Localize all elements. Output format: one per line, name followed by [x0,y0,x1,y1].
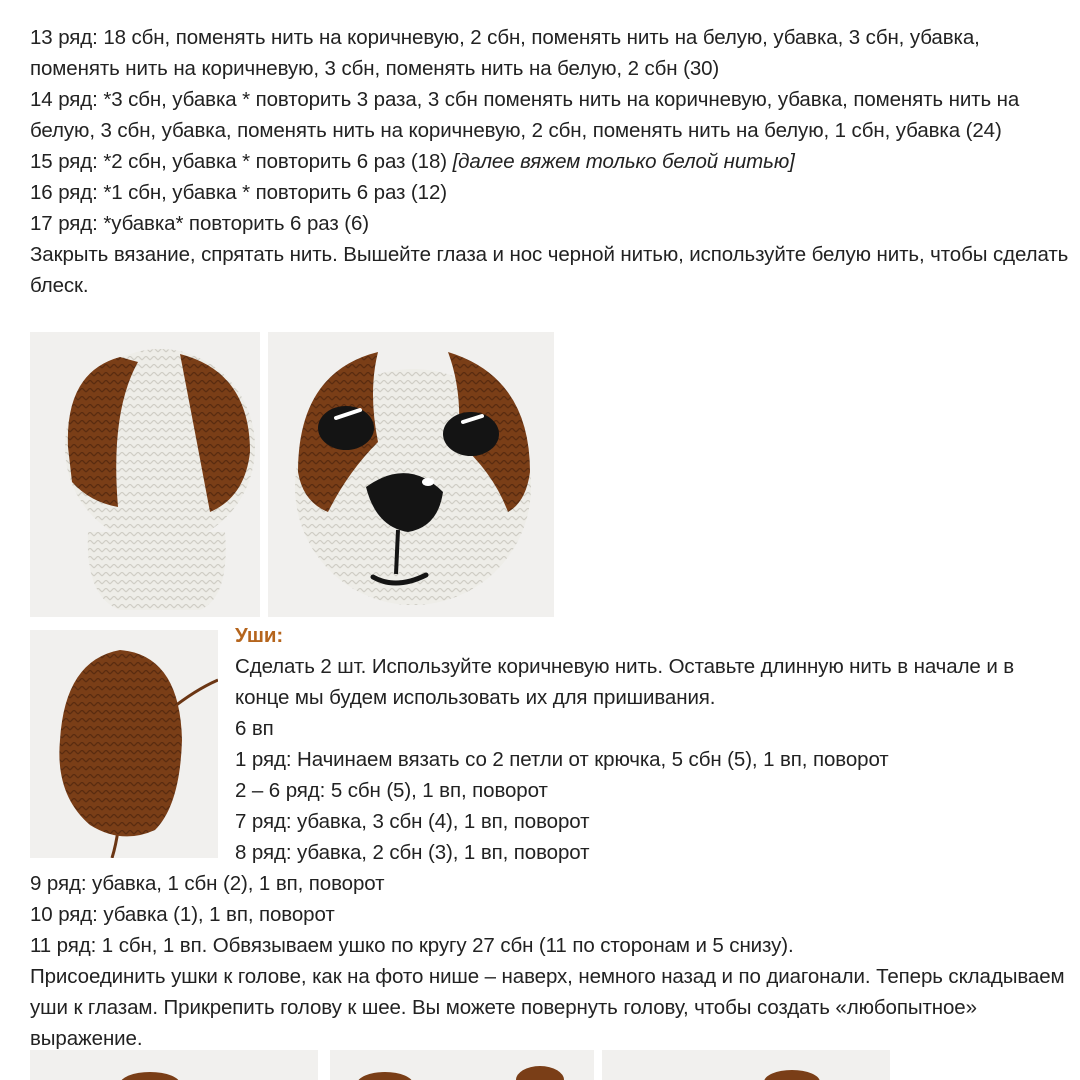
ears-instructions-continued [30,868,1070,1054]
finish-text: Закрыть вязание, спрятать нить. Вышейте глаза и нос черной нитью, используйте белую нить, чтобы сделать блеск. [30,243,1069,297]
ears-row-1: 1 ряд: Начинаем вязать со 2 петли от крючка, 5 сбн (5), 1 вп, поворот [235,748,889,771]
assembly-photo-2 [330,1050,594,1080]
row-15-note: [далее вяжем только белой нитью] [452,150,795,173]
ears-row-7: 7 ряд: убавка, 3 сбн (4), 1 вп, поворот [235,810,590,833]
ears-row-11: 11 ряд: 1 сбн, 1 вп. Обвязываем ушко по кругу 27 сбн (11 по сторонам и 5 снизу). [30,934,794,957]
row-17-text: 17 ряд: *убавка* повторить 6 раз (6) [30,212,369,235]
ears-row-8: 8 ряд: убавка, 2 сбн (3), 1 вп, поворот [235,841,590,864]
ears-intro: Сделать 2 шт. Используйте коричневую нить. Оставьте длинную нить в начале и в конце мы будем использовать их для пришивания. [235,655,1015,709]
row-15-text: 15 ряд: *2 сбн, убавка * повторить 6 раз (18) [30,150,453,173]
ears-title: Уши: [235,624,284,647]
ears-instructions [235,620,1065,868]
head-front-photo [268,332,554,617]
head-instructions [30,22,1070,301]
row-16-text: 16 ряд: *1 сбн, убавка * повторить 6 раз (12) [30,181,447,204]
ears-row-2-6: 2 – 6 ряд: 5 сбн (5), 1 вп, поворот [235,779,548,802]
ear-photo [30,630,218,858]
assembly-photo-1 [30,1050,318,1080]
row-13-text: 13 ряд: 18 сбн, поменять нить на коричневую, 2 сбн, поменять нить на белую, убавка, 3 сбн, убавка, поменять нить на коричневую, 3 сбн, поменять нить на белую, 2 сбн (30) [30,26,980,80]
row-14-text: 14 ряд: *3 сбн, убавка * повторить 3 раза, 3 сбн поменять нить на коричневую, убавка, поменять нить на белую, 3 сбн, убавка, поменять нить на коричневую, 2 сбн, поменять нить на белую, 1 сбн, убавка (24) [30,88,1020,142]
ears-row-10: 10 ряд: убавка (1), 1 вп, поворот [30,903,335,926]
assembly-text: Присоединить ушки к голове, как на фото нише – наверх, немного назад и по диагонали. Теперь складываем уши к глазам. Прикрепить голову к шее. Вы можете повернуть голову, чтобы создать «любопытное» выражение. [30,965,1065,1050]
row-15-line [30,146,1070,177]
ears-row-9: 9 ряд: убавка, 1 сбн (2), 1 вп, поворот [30,872,385,895]
ears-start: 6 вп [235,717,274,740]
head-side-photo [30,332,260,617]
assembly-photo-3 [602,1050,890,1080]
